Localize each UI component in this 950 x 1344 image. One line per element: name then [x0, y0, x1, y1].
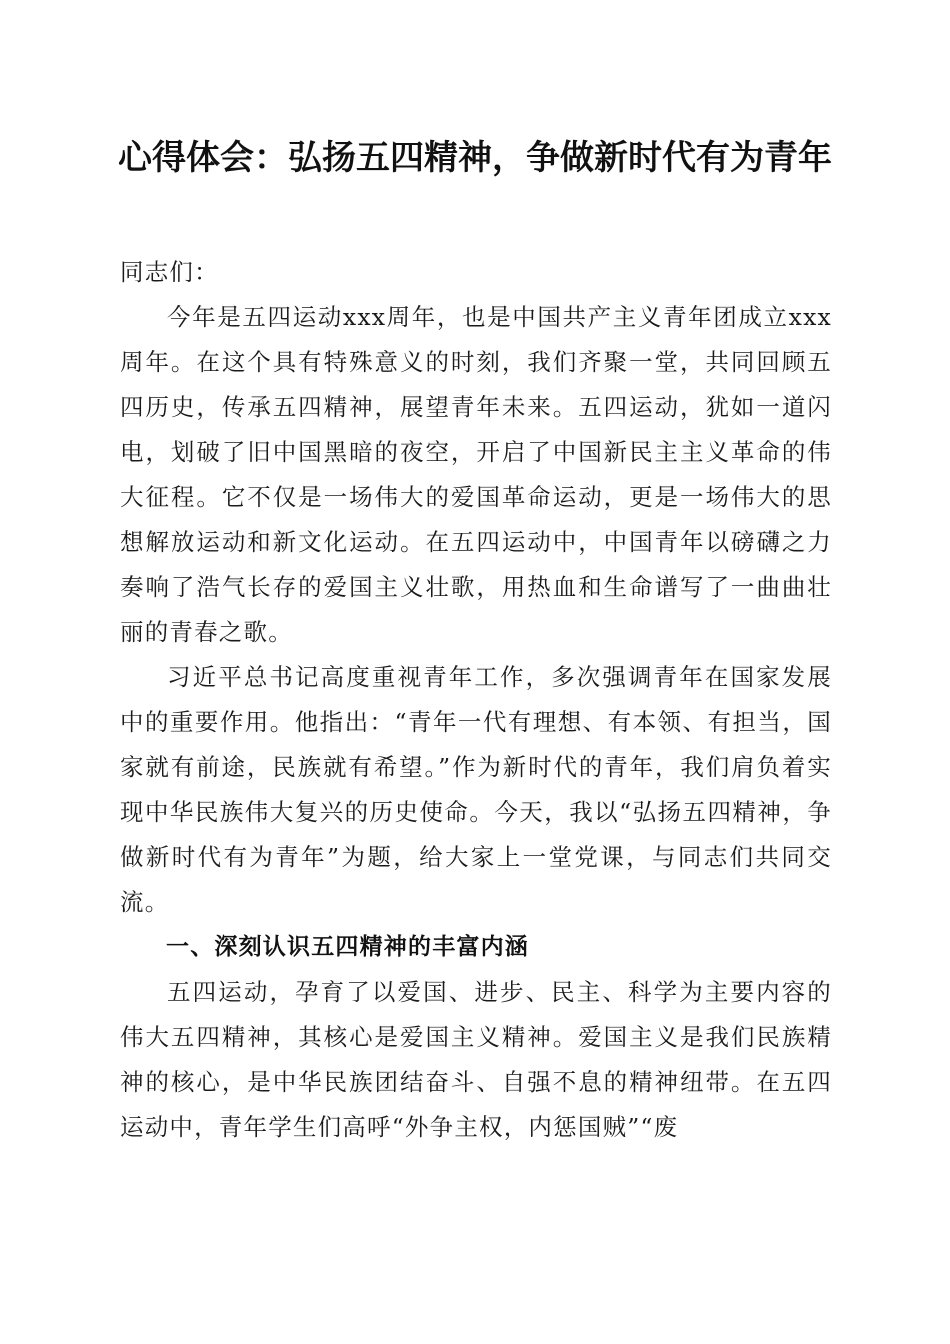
paragraph-intro: 今年是五四运动xxx周年，也是中国共产主义青年团成立xxx周年。在这个具有特殊意义的时刻，我们齐聚一堂，共同回顾五四历史，传承五四精神，展望青年未来。五四运动，犹如一道闪电，划破了旧中国黑暗的夜空，开启了中国新民主主义革命的伟大征程。它不仅是一场伟大的爱国革命运动，更是一场伟大的思想解放运动和新文化运动。在五四运动中，中国青年以磅礴之力奏响了浩气长存的爱国主义壮歌，用热血和生命谱写了一曲曲壮丽的青春之歌。 — [120, 303, 832, 646]
section-heading: 一、深刻认识五四精神的丰富内涵 — [166, 934, 529, 960]
paragraph-xi-quote: 习近平总书记高度重视青年工作，多次强调青年在国家发展中的重要作用。他指出：“青年一代有理想、有本领、有担当，国家就有前途，民族就有希望。”作为新时代的青年，我们肩负着实现中华民族伟大复兴的历史使命。今天，我以“弘扬五四精神，争做新时代有为青年”为题，给大家上一堂党课，与同志们共同交流。 — [120, 663, 832, 916]
document-title: 心得体会：弘扬五四精神，争做新时代有为青年 — [118, 138, 832, 178]
salutation: 同志们： — [120, 258, 219, 286]
paragraph-section-one: 五四运动，孕育了以爱国、进步、民主、科学为主要内容的伟大五四精神，其核心是爱国主义精神。爱国主义是我们民族精神的核心，是中华民族团结奋斗、自强不息的精神纽带。在五四运动中，青年学生们高呼“外争主权，内惩国贼”“废 — [120, 978, 832, 1141]
document-body — [120, 250, 832, 1150]
